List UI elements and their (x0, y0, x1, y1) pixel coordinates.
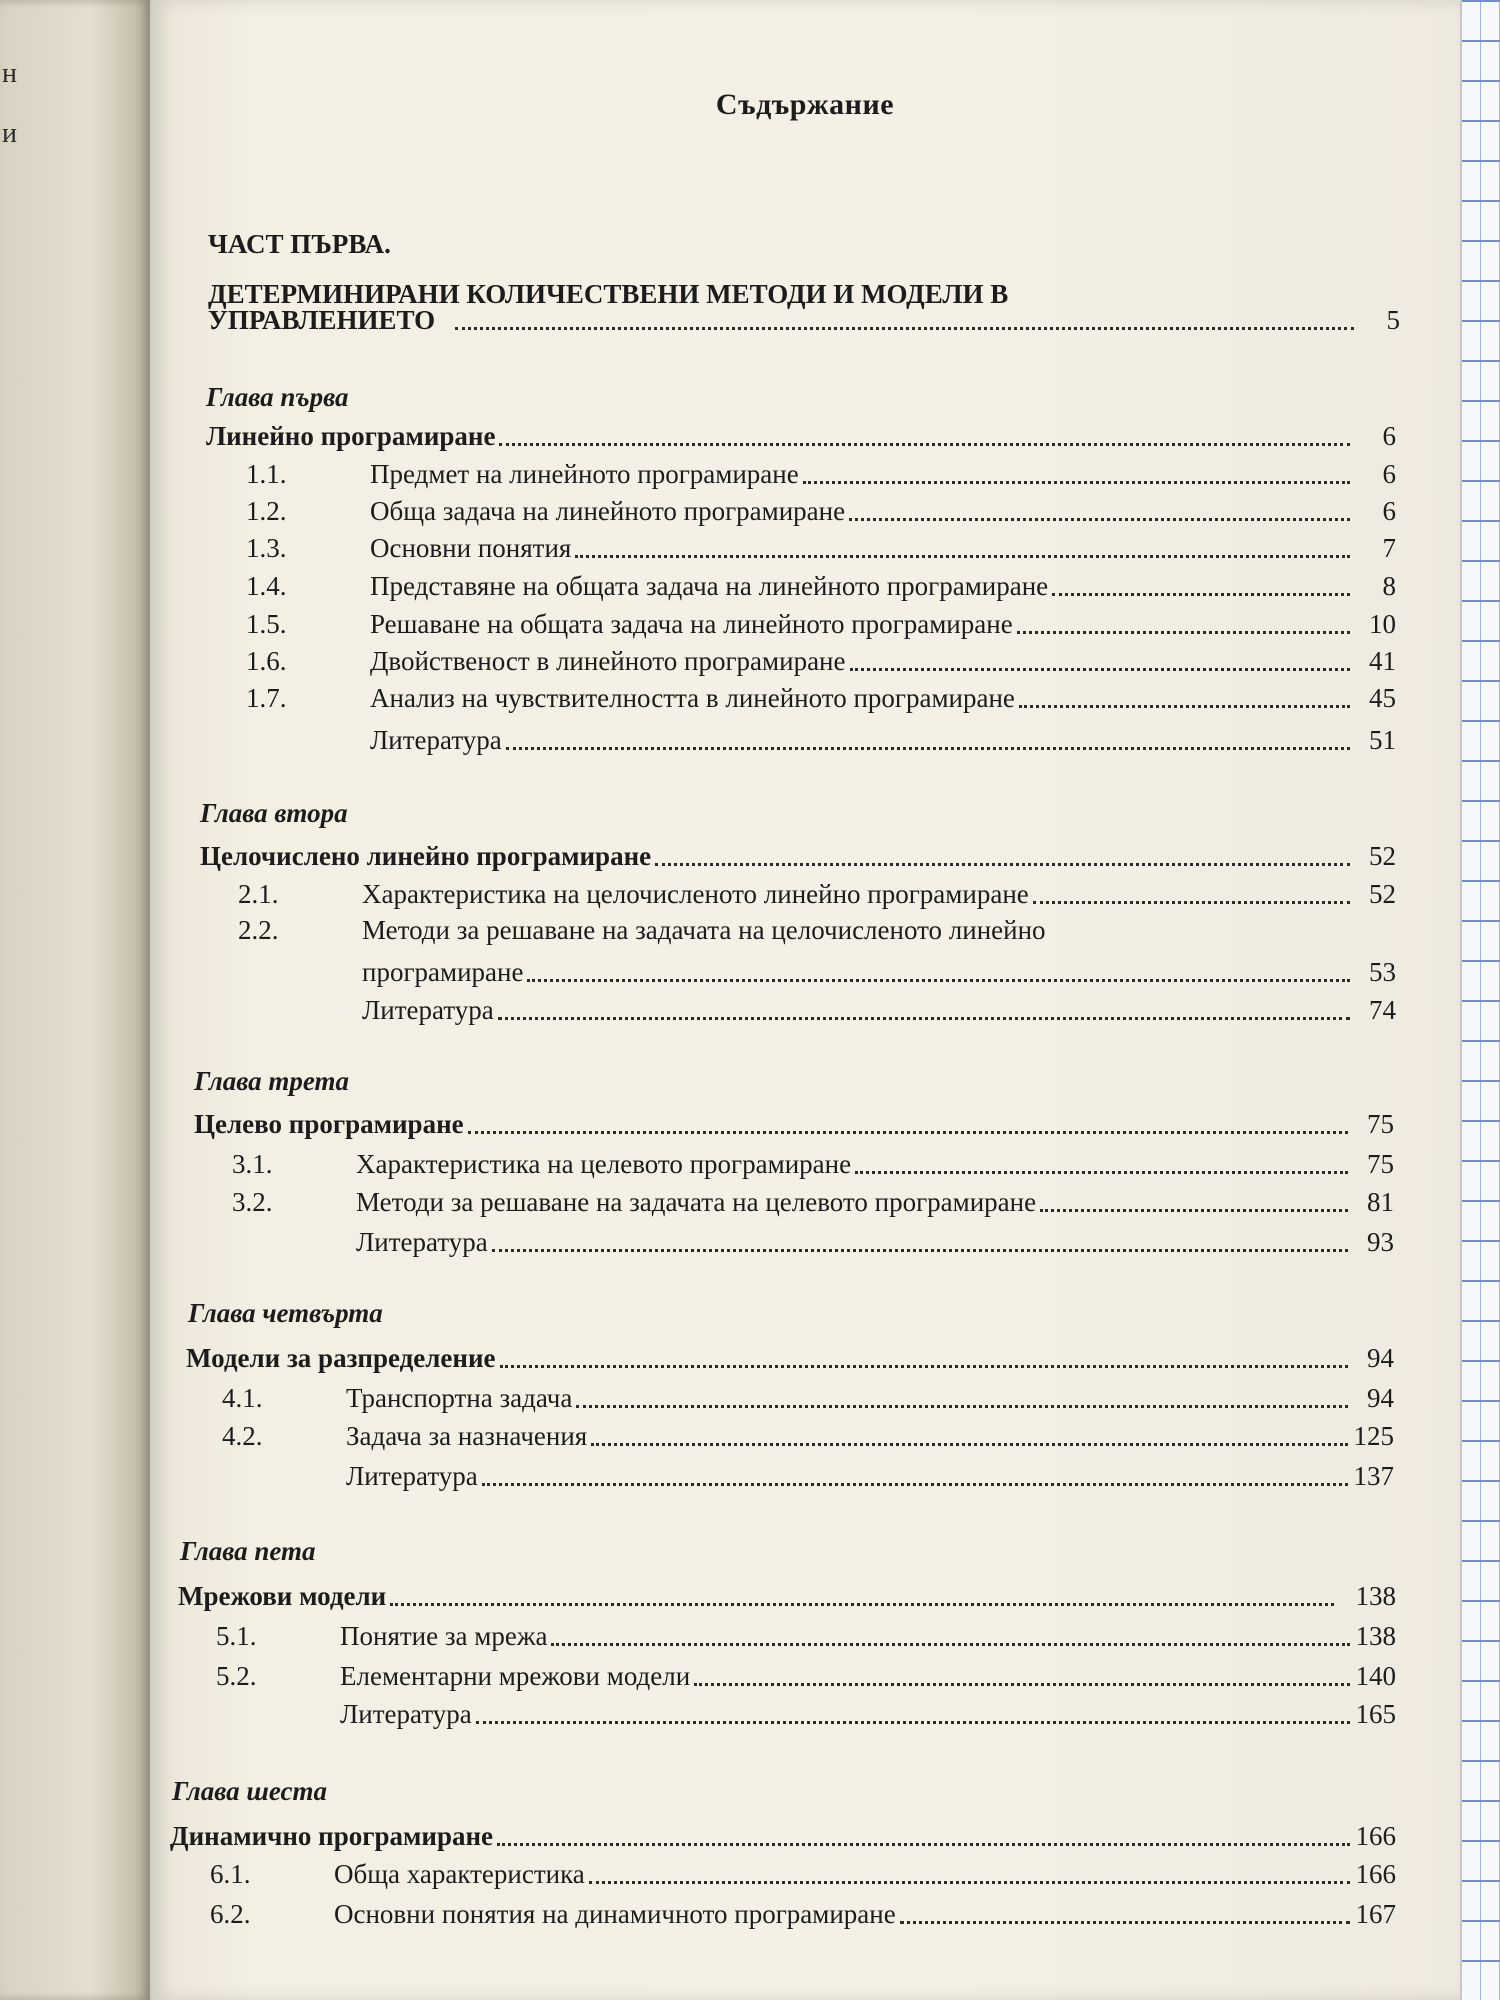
page-number: 8 (1382, 571, 1396, 601)
page-number: 140 (1355, 1661, 1396, 1691)
leader-dots (497, 1843, 1349, 1846)
chapter-label: Глава четвърта (188, 1298, 383, 1328)
page-number: 125 (1353, 1421, 1394, 1451)
page-number: 7 (1382, 533, 1396, 563)
section-title: Литература (346, 1461, 478, 1491)
leader-dots (849, 518, 1350, 521)
section-number: 3.1. (232, 1149, 273, 1179)
leader-dots (527, 979, 1350, 982)
page-number: 138 (1355, 1581, 1396, 1611)
page-number: 41 (1369, 646, 1396, 676)
toc-section-entry[interactable] (232, 1184, 1394, 1218)
page-number: 10 (1369, 609, 1396, 639)
toc-section-entry[interactable] (210, 1856, 1396, 1890)
section-title: Методи за решаване на задачата на целочисленото линейно (362, 915, 1046, 945)
toc-chapter-entry[interactable] (206, 418, 1396, 452)
chapter-label: Глава шеста (172, 1776, 327, 1806)
section-number: 2.2. (238, 915, 279, 945)
notebook-edge (1460, 0, 1500, 2000)
page-number: 81 (1367, 1187, 1394, 1217)
page-number: 6 (1382, 496, 1396, 526)
leader-dots (498, 1017, 1350, 1020)
toc-part-entry[interactable] (208, 302, 1400, 336)
section-title: Представяне на общата задача на линейното програмиране (370, 571, 1049, 601)
page-number: 166 (1355, 1821, 1396, 1851)
part-heading-line2: ДЕТЕРМИНИРАНИ КОЛИЧЕСТВЕНИ МЕТОДИ И МОДЕЛИ В (208, 279, 1009, 309)
section-number: 1.5. (246, 609, 287, 639)
leader-dots (468, 1131, 1348, 1134)
section-title: Литература (370, 725, 502, 755)
section-title: Предмет на линейното програмиране (370, 459, 799, 489)
section-number: 3.2. (232, 1187, 273, 1217)
toc-section-entry[interactable] (246, 680, 1396, 714)
toc-section-entry[interactable] (362, 954, 1396, 988)
chapter-title: Мрежови модели (178, 1581, 387, 1611)
page-number: 166 (1355, 1859, 1396, 1889)
chapter-title: Целочислено линейно програмиране (200, 841, 652, 871)
section-title: Основни понятия на динамичното програмиране (334, 1899, 896, 1929)
toc-literature-entry[interactable] (232, 1224, 1394, 1258)
section-title: Характеристика на целевото програмиране (356, 1149, 852, 1179)
toc-page (150, 0, 1460, 2000)
page-number: 137 (1353, 1461, 1394, 1491)
page-number: 53 (1369, 957, 1396, 987)
page-number: 45 (1369, 683, 1396, 713)
toc-chapter-entry[interactable] (178, 1578, 1396, 1612)
section-number: 1.2. (246, 496, 287, 526)
chapter-title: Динамично програмиране (170, 1821, 494, 1851)
section-title: Елементарни мрежови модели (340, 1661, 691, 1691)
section-title: Основни понятия (370, 533, 572, 563)
section-title: Транспортна задача (346, 1383, 573, 1413)
part-heading-line1: ЧАСТ ПЪРВА. (208, 229, 391, 259)
section-title: Литература (340, 1699, 472, 1729)
leader-dots (850, 668, 1351, 671)
leader-dots (1040, 1209, 1348, 1212)
leader-dots (1017, 631, 1350, 634)
section-title: Литература (356, 1227, 488, 1257)
toc-literature-entry[interactable] (246, 722, 1396, 756)
leader-dots (591, 1443, 1347, 1446)
page-number: 93 (1367, 1227, 1394, 1257)
chapter-label: Глава първа (206, 382, 349, 412)
section-title: Обща задача на линейното програмиране (370, 496, 846, 526)
toc-section-entry[interactable] (210, 1896, 1396, 1930)
page-number: 5 (1386, 305, 1400, 335)
section-number: 5.2. (216, 1661, 257, 1691)
section-number: 4.2. (222, 1421, 263, 1451)
toc-section-entry[interactable] (246, 606, 1396, 640)
chapter-label: Глава пета (180, 1536, 316, 1566)
section-title: Литература (362, 995, 494, 1025)
page-number: 165 (1355, 1699, 1396, 1729)
leader-dots (589, 1881, 1350, 1884)
leader-dots (694, 1683, 1349, 1686)
section-number: 1.7. (246, 683, 287, 713)
section-title: Решаване на общата задача на линейното програмиране (370, 609, 1013, 639)
section-title: Задача за назначения (346, 1421, 588, 1451)
page-number: 6 (1382, 459, 1396, 489)
toc-section-entry[interactable] (246, 530, 1396, 564)
chapter-label: Глава втора (200, 798, 348, 828)
page-number: 94 (1367, 1343, 1394, 1373)
section-title: Понятие за мрежа (340, 1621, 548, 1651)
section-number: 6.1. (210, 1859, 251, 1889)
leader-dots (506, 747, 1350, 750)
leader-dots (1019, 705, 1350, 708)
toc-section-entry[interactable] (238, 876, 1396, 910)
page-number: 94 (1367, 1383, 1394, 1413)
section-title: Методи за решаване на задачата на целевото програмиране (356, 1187, 1037, 1217)
toc-section-entry[interactable] (216, 1618, 1396, 1652)
section-number: 5.1. (216, 1621, 257, 1651)
leader-dots (855, 1171, 1348, 1174)
page-number: 52 (1369, 879, 1396, 909)
leader-dots (900, 1921, 1350, 1924)
toc-section-entry[interactable] (246, 493, 1396, 527)
page-number: 6 (1382, 421, 1396, 451)
leader-dots (803, 481, 1350, 484)
toc-section-entry[interactable] (222, 1418, 1394, 1452)
previous-page-fragment: н (2, 58, 17, 89)
leader-dots (499, 443, 1350, 446)
toc-chapter-entry[interactable] (194, 1106, 1394, 1140)
previous-page-fragment: и (2, 118, 17, 149)
toc-literature-entry[interactable] (216, 1696, 1396, 1730)
toc-literature-entry[interactable] (222, 1458, 1394, 1492)
toc-chapter-entry[interactable] (186, 1340, 1394, 1374)
leader-dots (1033, 901, 1350, 904)
chapter-title: Линейно програмиране (206, 421, 496, 451)
leader-dots (455, 327, 1354, 330)
section-title: Анализ на чувствителността в линейното програмиране (370, 683, 1015, 713)
toc-chapter-entry[interactable] (170, 1818, 1396, 1852)
page-number: 75 (1367, 1149, 1394, 1179)
toc-section-number-row (238, 912, 1396, 946)
part-heading-line3: УПРАВЛЕНИЕТО (208, 305, 436, 335)
toc-section-entry[interactable] (246, 456, 1396, 490)
page-number: 167 (1355, 1899, 1396, 1929)
section-number: 6.2. (210, 1899, 251, 1929)
chapter-title: Целево програмиране (194, 1109, 464, 1139)
toc-section-entry[interactable] (246, 643, 1396, 677)
section-number: 1.6. (246, 646, 287, 676)
leader-dots (390, 1603, 1333, 1606)
toc-section-entry[interactable] (246, 568, 1396, 602)
page-number: 75 (1367, 1109, 1394, 1139)
page-number: 51 (1369, 725, 1396, 755)
toc-chapter-entry[interactable] (200, 838, 1396, 872)
leader-dots (492, 1249, 1348, 1252)
toc-section-entry[interactable] (232, 1146, 1394, 1180)
section-title: Двойственост в линейното програмиране (370, 646, 846, 676)
section-number: 1.4. (246, 571, 287, 601)
leader-dots (575, 555, 1350, 558)
toc-literature-entry[interactable] (238, 992, 1396, 1026)
page-number: 52 (1369, 841, 1396, 871)
leader-dots (551, 1643, 1349, 1646)
leader-dots (576, 1405, 1348, 1408)
section-number: 4.1. (222, 1383, 263, 1413)
section-title: Характеристика на целочисленото линейно програмиране (362, 879, 1029, 909)
page-number: 138 (1355, 1621, 1396, 1651)
section-number: 1.1. (246, 459, 287, 489)
leader-dots (482, 1483, 1348, 1486)
toc-section-entry[interactable] (216, 1658, 1396, 1692)
chapter-label: Глава трета (194, 1066, 349, 1096)
previous-page-edge (0, 0, 150, 2000)
section-title-continuation: програмиране (362, 957, 524, 987)
leader-dots (655, 863, 1350, 866)
page-number: 74 (1369, 995, 1396, 1025)
leader-dots (500, 1365, 1349, 1368)
leader-dots (1052, 593, 1350, 596)
section-number: 1.3. (246, 533, 287, 563)
chapter-title: Модели за разпределение (186, 1343, 496, 1373)
section-title: Обща характеристика (334, 1859, 585, 1889)
section-number: 2.1. (238, 879, 279, 909)
toc-section-entry[interactable] (222, 1380, 1394, 1414)
leader-dots (476, 1721, 1350, 1724)
page-title: Съдържание (715, 88, 895, 121)
